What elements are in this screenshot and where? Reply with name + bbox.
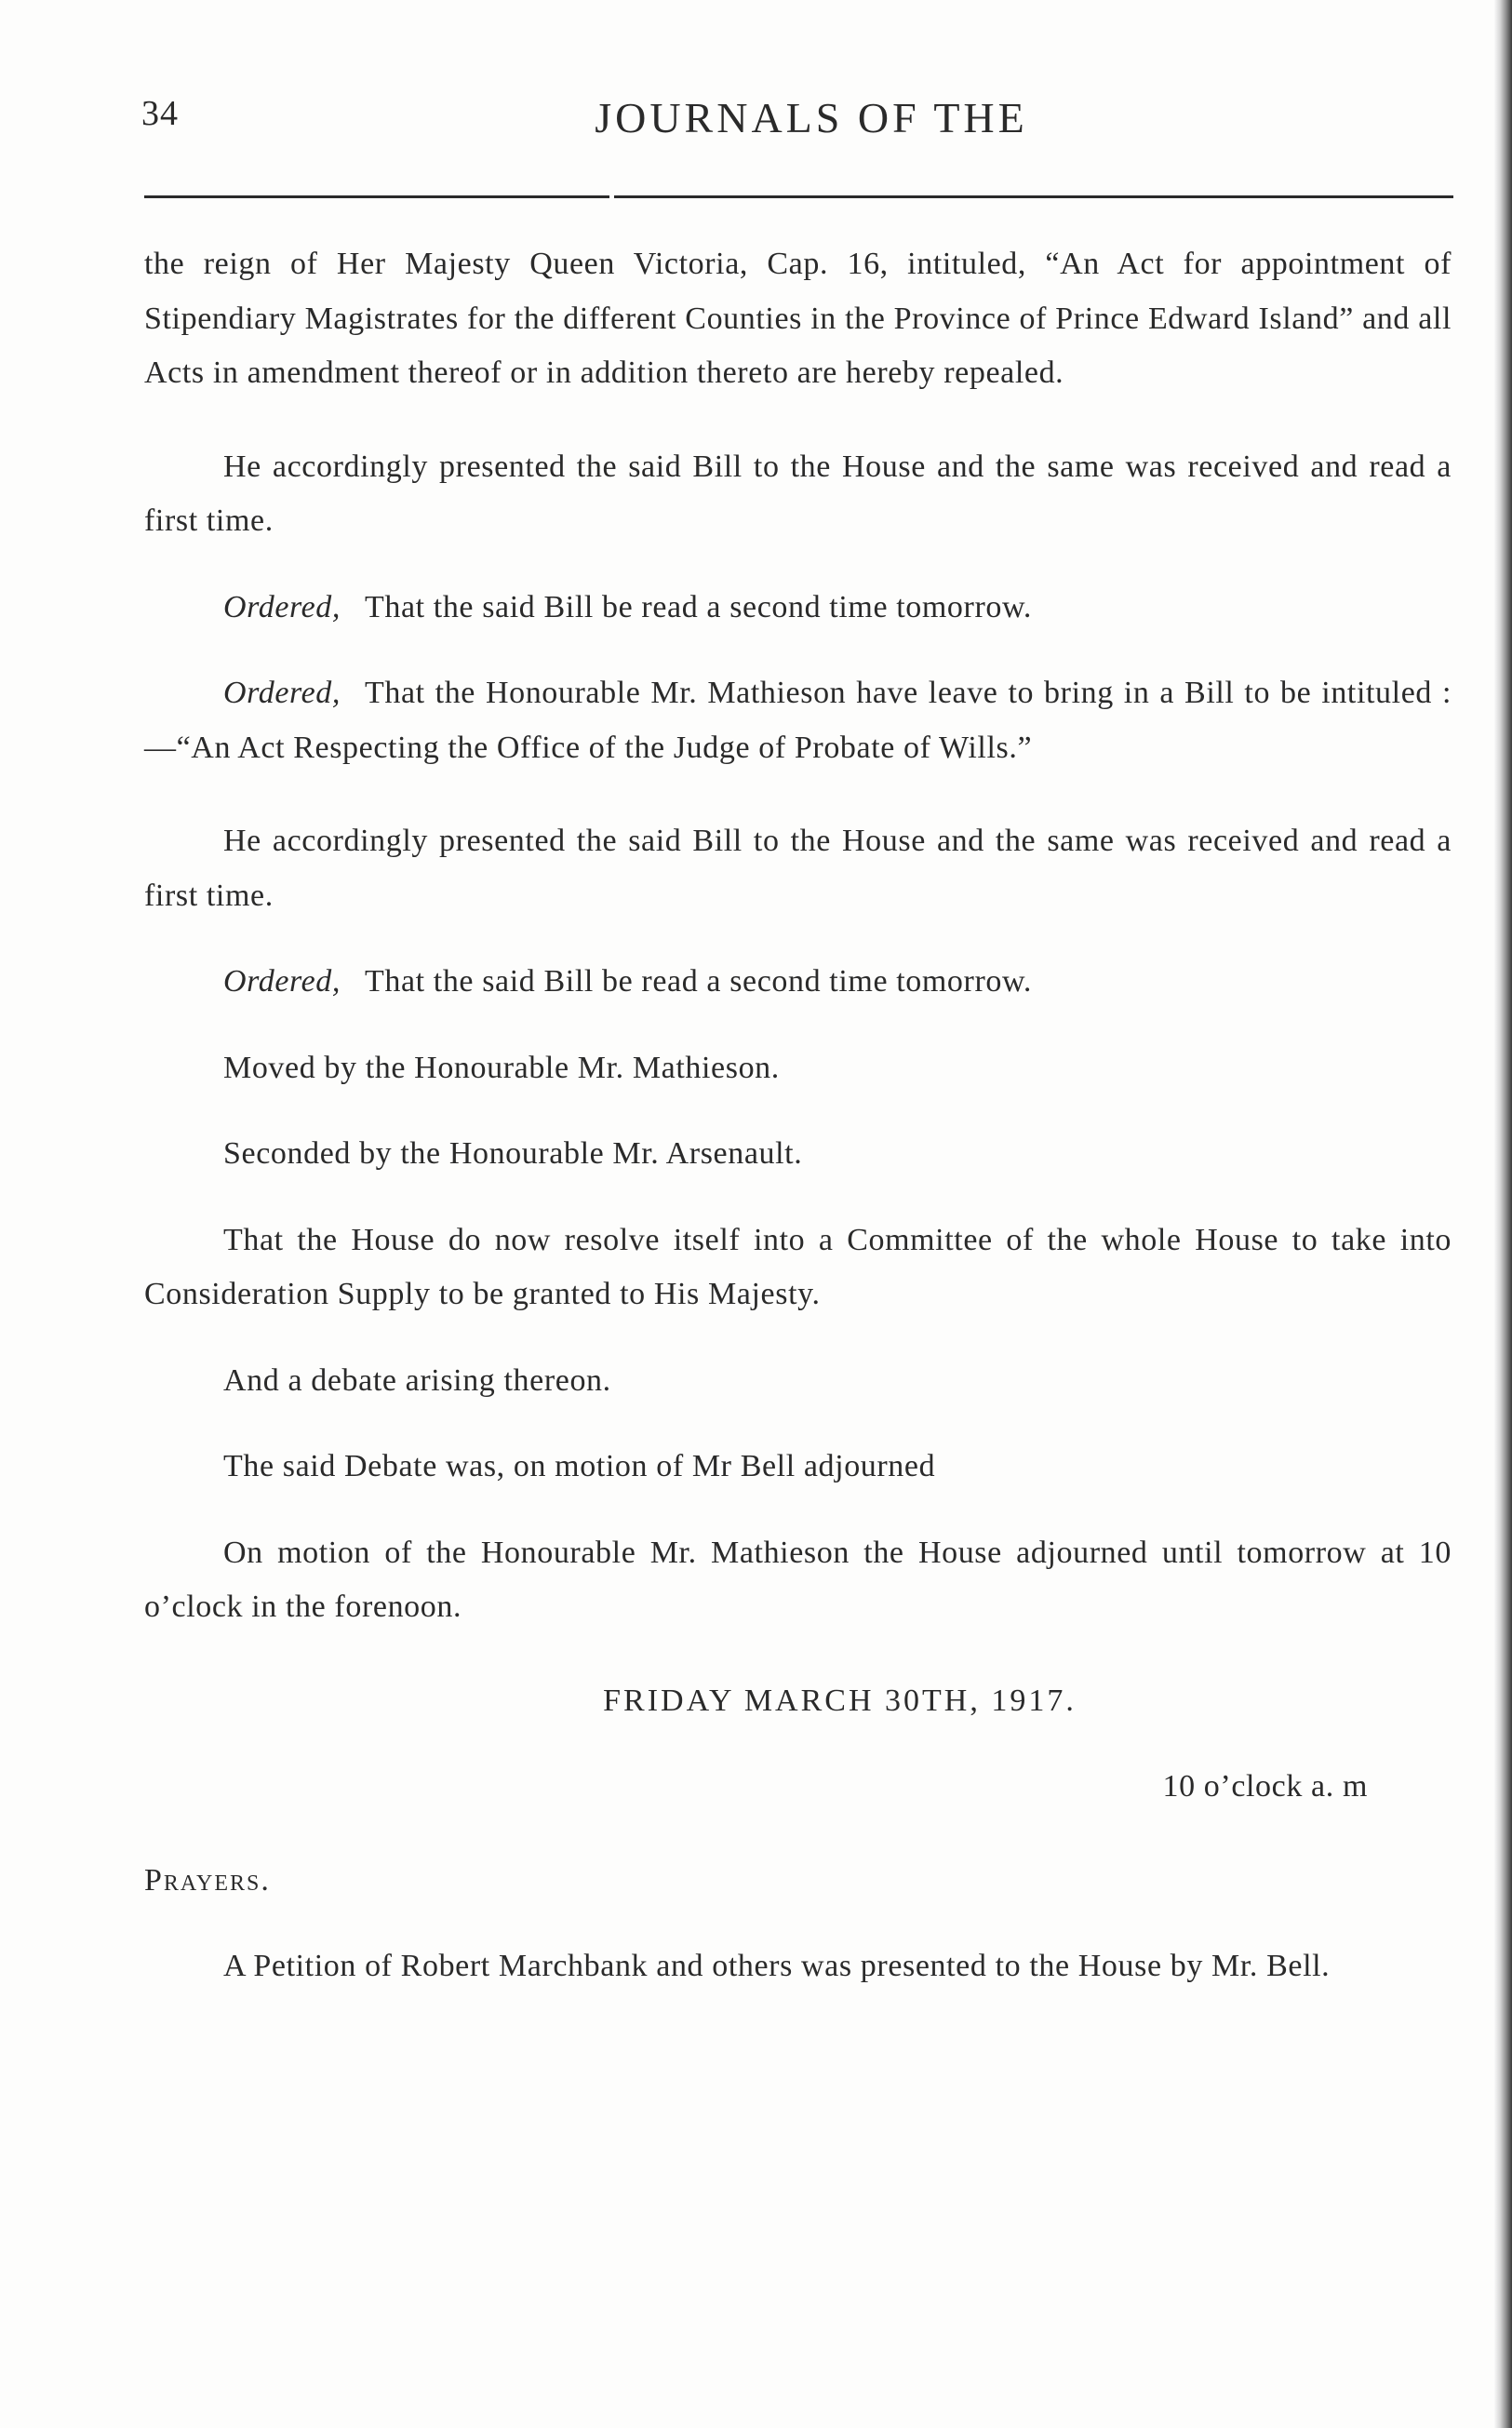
paragraph-debate: And a debate arising thereon.: [223, 1362, 611, 1398]
time-line: 10 o’clock a. m: [1162, 1769, 1368, 1804]
ordered-label: Ordered,: [223, 676, 341, 710]
paragraph-house-adjourned: On motion of the Honourable Mr. Mathieson the House adjourned until tomorrow at 10 o’clock in the forenoon.: [144, 1535, 1452, 1624]
paragraph-petition: A Petition of Robert Marchbank and others was presented to the House by Mr. Bell.: [223, 1949, 1331, 1983]
paragraph-bill-presented-2: He accordingly presented the said Bill to the House and the same was received and read a first time.: [144, 824, 1452, 913]
paragraph-motion: That the House do now resolve itself into a Committee of the whole House to take into Consideration Supply to be granted to His Majesty.: [144, 1222, 1452, 1311]
order-text: That the said Bill be read a second time tomorrow.: [364, 589, 1033, 624]
ordered-label: Ordered,: [223, 964, 341, 999]
paragraph-act-continuation: the reign of Her Majesty Queen Victoria, Cap. 16, intituled, “An Act for appointment of Stipendiary Magistrates for the different Counties in the Province of Prince Edward Island” and all Acts in amendment thereof or in addition thereto are hereby repealed.: [144, 247, 1452, 390]
header-rule-left: [144, 195, 609, 198]
order-text: That the said Bill be read a second time tomorrow.: [364, 964, 1033, 999]
paragraph-seconded-by: Seconded by the Honourable Mr. Arsenault.: [223, 1136, 803, 1171]
journal-body: [144, 237, 1452, 1994]
paragraph-order-leave: [144, 666, 1452, 775]
page-header: [141, 93, 1453, 158]
order-text: That the Honourable Mr. Mathieson have leave to bring in a Bill to be intituled :—“An Act Respecting the Office of the Judge of Probate of Wills.”: [144, 676, 1452, 765]
page-number: 34: [141, 94, 179, 133]
paragraph-debate-adjourned: The said Debate was, on motion of Mr Bell adjourned: [223, 1449, 936, 1483]
paragraph-order-second-reading: [144, 581, 1452, 636]
paragraph-moved-by: Moved by the Honourable Mr. Mathieson.: [223, 1050, 780, 1085]
paragraph-bill-presented: He accordingly presented the said Bill to the House and the same was received and read a first time.: [144, 449, 1452, 538]
header-rule-right: [614, 195, 1453, 198]
prayers-heading: Prayers.: [144, 1862, 271, 1898]
running-head: JOURNALS OF THE: [595, 94, 1028, 141]
date-heading: FRIDAY MARCH 30TH, 1917.: [603, 1683, 1077, 1718]
paragraph-order-second-reading-2: [144, 955, 1452, 1010]
page-edge-shadow: [1493, 0, 1512, 2428]
ordered-label: Ordered,: [223, 589, 341, 624]
